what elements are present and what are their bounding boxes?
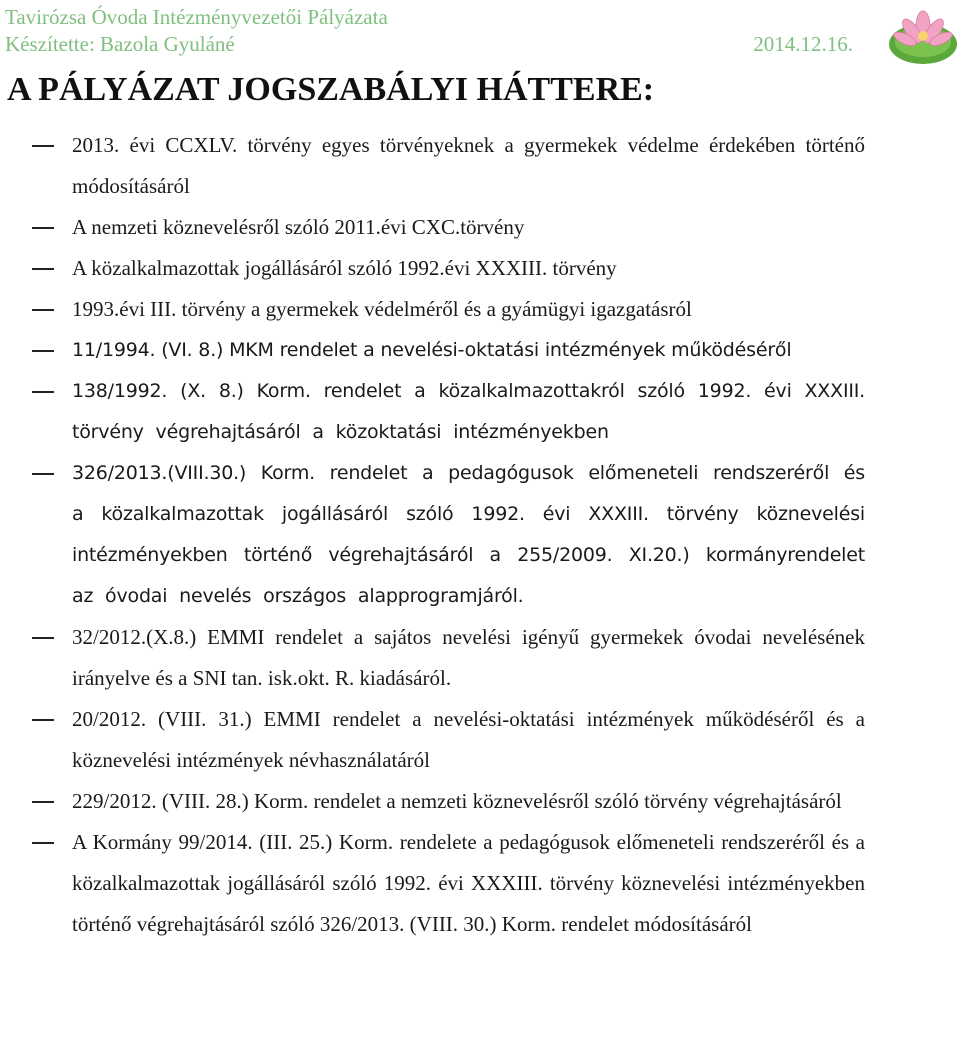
- list-item: 32/2012.(X.8.) EMMI rendelet a sajátos nevelési igényű gyermekek óvodai nevelésének irányelve és a SNI tan. isk.okt. R. kiadásáról.: [0, 617, 865, 699]
- list-item: 138/1992. (X. 8.) Korm. rendelet a közalkalmazottakról szóló 1992. évi XXXIII. törvény végrehajtásáról a közoktatási intézményekben: [0, 371, 865, 453]
- header-author: Készítette: Bazola Gyuláné: [5, 32, 235, 56]
- legal-background-list: [0, 125, 960, 945]
- list-item: 11/1994. (VI. 8.) MKM rendelet a nevelési-oktatási intézmények működéséről: [0, 330, 865, 371]
- dash-bullet-icon: [32, 268, 54, 270]
- lotus-flower-icon: [886, 4, 960, 68]
- page-title: A PÁLYÁZAT JOGSZABÁLYI HÁTTERE:: [7, 71, 655, 108]
- list-item: A nemzeti köznevelésről szóló 2011.évi CXC.törvény: [0, 207, 865, 248]
- dash-bullet-icon: [32, 637, 54, 639]
- dash-bullet-icon: [32, 719, 54, 721]
- list-item: 326/2013.(VIII.30.) Korm. rendelet a pedagógusok előmeneteli rendszeréről és a közalkalmazottak jogállásáról szóló 1992. évi XXXIII. törvény köznevelési intézményekben történő végrehajtásáról a 255/2009. XI.20.) kormányrendelet az óvodai nevelés országos alapprogramjáról.: [0, 453, 865, 617]
- page-header: [5, 4, 885, 58]
- dash-bullet-icon: [32, 391, 54, 393]
- dash-bullet-icon: [32, 473, 54, 475]
- dash-bullet-icon: [32, 801, 54, 803]
- list-item: 2013. évi CCXLV. törvény egyes törvényeknek a gyermekek védelme érdekében történő módosításáról: [0, 125, 865, 207]
- list-item: A közalkalmazottak jogállásáról szóló 1992.évi XXXIII. törvény: [0, 248, 865, 289]
- header-date: 2014.12.16.: [753, 32, 853, 56]
- list-item: 20/2012. (VIII. 31.) EMMI rendelet a nevelési-oktatási intézmények működéséről és a köznevelési intézmények névhasználatáról: [0, 699, 865, 781]
- dash-bullet-icon: [32, 350, 54, 352]
- dash-bullet-icon: [32, 309, 54, 311]
- dash-bullet-icon: [32, 842, 54, 844]
- list-item: 229/2012. (VIII. 28.) Korm. rendelet a nemzeti köznevelésről szóló törvény végrehajtásáról: [0, 781, 865, 822]
- list-item: A Kormány 99/2014. (III. 25.) Korm. rendelete a pedagógusok előmeneteli rendszeréről és a közalkalmazottak jogállásáról szóló 1992. évi XXXIII. törvény köznevelési intézményekben történő végrehajtásáról szóló 326/2013. (VIII. 30.) Korm. rendelet módosításáról: [0, 822, 865, 945]
- dash-bullet-icon: [32, 145, 54, 147]
- dash-bullet-icon: [32, 227, 54, 229]
- header-meta: [5, 31, 853, 58]
- list-item: 1993.évi III. törvény a gyermekek védelméről és a gyámügyi igazgatásról: [0, 289, 865, 330]
- header-title: Tavirózsa Óvoda Intézményvezetői Pályázata: [5, 5, 388, 29]
